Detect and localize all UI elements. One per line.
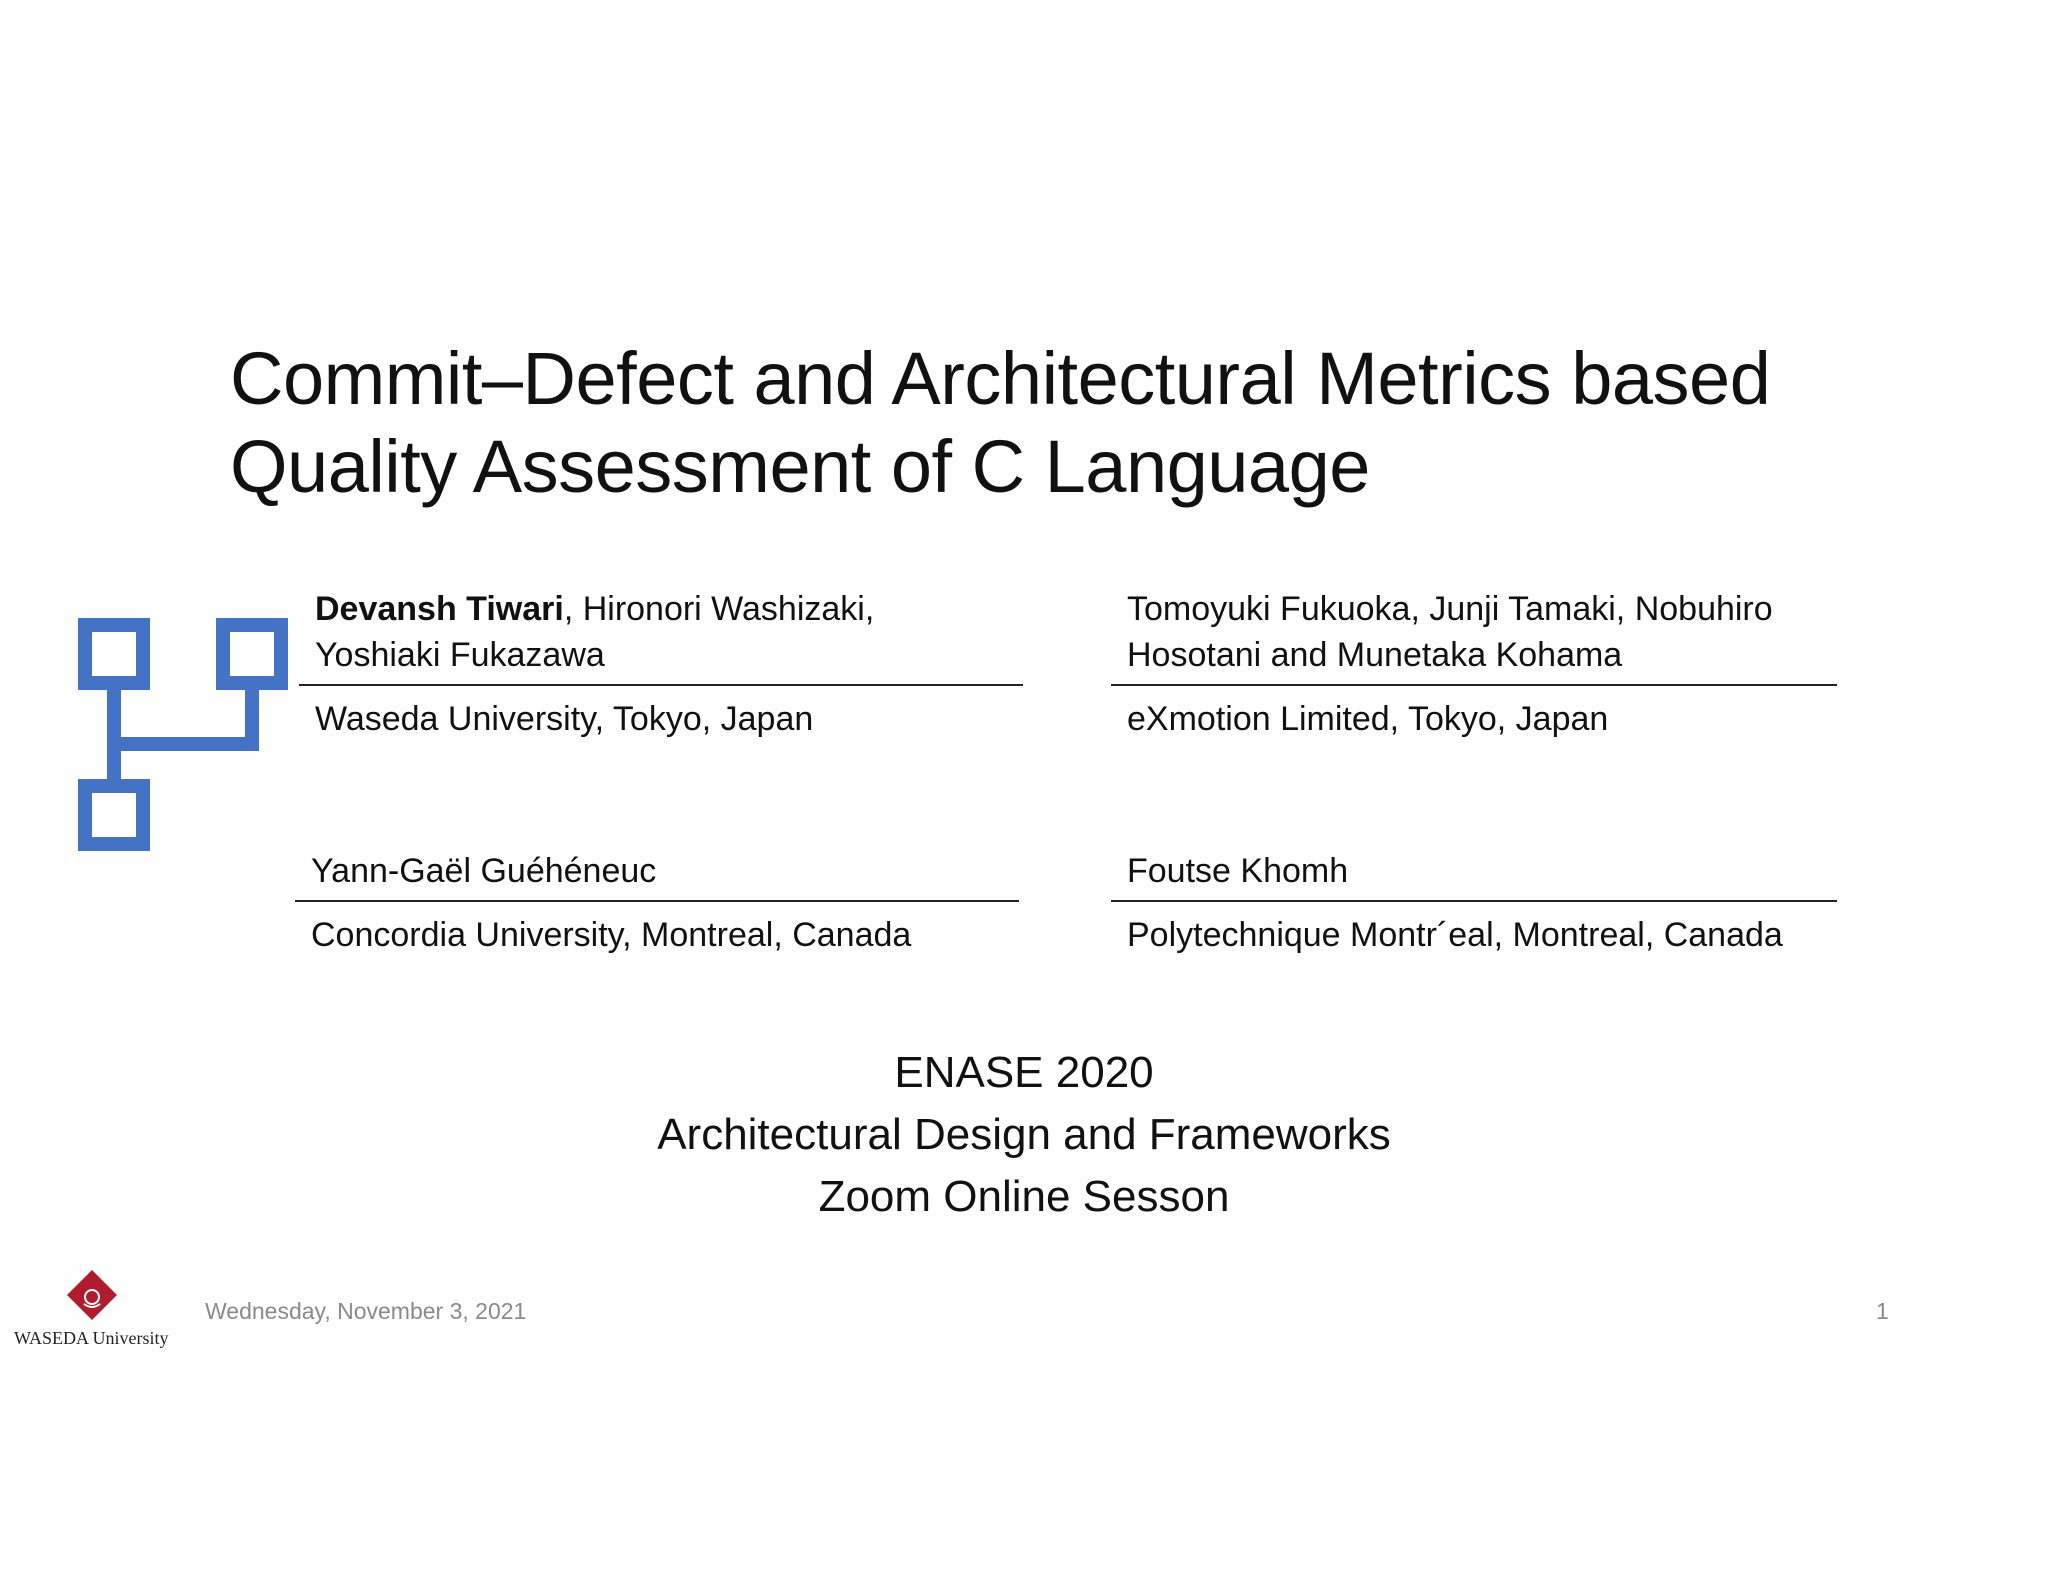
co-authors-line-2: Yoshiaki Fukazawa xyxy=(315,636,605,674)
page-number: 1 xyxy=(1876,1298,1889,1324)
affiliation: eXmotion Limited, Tokyo, Japan xyxy=(1127,700,1609,738)
affiliation: Waseda University, Tokyo, Japan xyxy=(315,700,814,738)
author-names xyxy=(299,586,1023,686)
slide-title xyxy=(230,335,1850,511)
author-group-concordia xyxy=(295,848,1019,958)
university-name: WASEDA University xyxy=(14,1328,169,1348)
author-group-waseda xyxy=(299,586,1023,742)
architecture-diagram-icon xyxy=(78,618,288,854)
event-session: Architectural Design and Frameworks xyxy=(657,1110,1391,1159)
title-line-1: Commit–Defect and Architectural Metrics based xyxy=(230,337,1771,420)
footer-date: Wednesday, November 3, 2021 xyxy=(205,1298,527,1324)
author-names: Foutse Khomh xyxy=(1111,848,1837,902)
author-names xyxy=(1111,586,1837,686)
author-names: Yann-Gaël Guéhéneuc xyxy=(295,848,1019,902)
event-info xyxy=(0,1042,2048,1228)
co-authors: , Hironori Washizaki, xyxy=(563,590,875,628)
affiliation: Concordia University, Montreal, Canada xyxy=(311,916,912,954)
event-name: ENASE 2020 xyxy=(894,1048,1154,1097)
author-group-polytechnique xyxy=(1111,848,1837,958)
title-line-2: Quality Assessment of C Language xyxy=(230,425,1370,508)
waseda-emblem-icon xyxy=(65,1268,119,1322)
waseda-logo xyxy=(10,1268,175,1354)
authors-line-1: Tomoyuki Fukuoka, Junji Tamaki, Nobuhiro xyxy=(1127,590,1773,628)
author-group-exmotion xyxy=(1111,586,1837,742)
authors-line-2: Hosotani and Munetaka Kohama xyxy=(1127,636,1623,674)
lead-author: Devansh Tiwari xyxy=(315,590,564,628)
affiliation: Polytechnique Montr´eal, Montreal, Canada xyxy=(1127,916,1783,954)
event-venue: Zoom Online Sesson xyxy=(818,1172,1230,1221)
